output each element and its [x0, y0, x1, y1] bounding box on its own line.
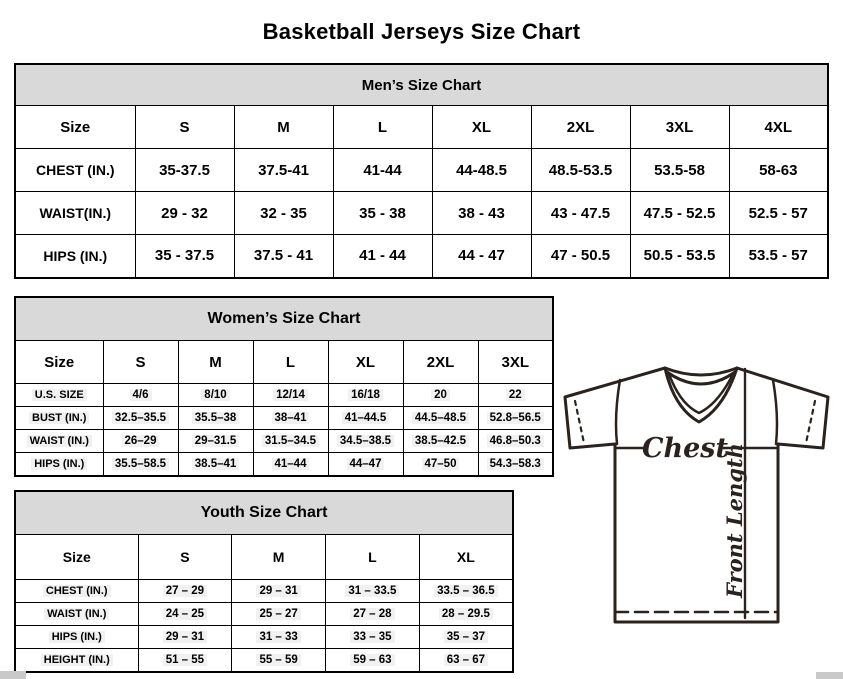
youth-value-text: 55 – 59 [256, 654, 300, 666]
womens-row-label-text: WAIST (IN.) [27, 435, 92, 447]
youth-header-row [15, 535, 513, 580]
youth-value-text: 31 – 33 [256, 631, 300, 643]
youth-value-cell [232, 580, 326, 603]
mens-data-row [15, 149, 828, 192]
youth-column-header: L [326, 535, 420, 580]
mens-value-cell [630, 192, 729, 235]
womens-value-cell [478, 407, 553, 430]
youth-value-text: 35 – 37 [444, 631, 488, 643]
youth-value-cell [138, 626, 232, 649]
youth-value-cell [138, 580, 232, 603]
mens-value-cell [630, 235, 729, 278]
youth-row-label [15, 626, 138, 649]
womens-data-row [15, 384, 553, 407]
youth-row-label-text: HEIGHT (IN.) [41, 654, 113, 666]
mens-value-cell [432, 192, 531, 235]
mens-column-header: S [135, 106, 234, 149]
scrollbar-fragment-left[interactable] [0, 671, 26, 679]
youth-column-header: XL [419, 535, 513, 580]
youth-value-text: 33.5 – 36.5 [434, 585, 498, 597]
womens-value-text: 35.5–38 [192, 412, 240, 424]
mens-column-header: Size [15, 106, 135, 149]
mens-value-text: 47.5 - 52.5 [643, 204, 716, 222]
youth-value-cell [326, 649, 420, 672]
womens-value-cell [478, 453, 553, 476]
womens-row-label-text: U.S. SIZE [32, 389, 87, 401]
page-title: Basketball Jerseys Size Chart [262, 18, 581, 44]
youth-table-title: Youth Size Chart [15, 491, 513, 535]
mens-value-cell [630, 149, 729, 192]
womens-value-cell [178, 384, 253, 407]
youth-value-text: 27 – 29 [163, 585, 207, 597]
womens-value-cell [328, 384, 403, 407]
mens-value-text: 58-63 [759, 161, 798, 179]
mens-value-cell [135, 235, 234, 278]
jersey-measurement-diagram [556, 360, 834, 628]
mens-value-cell [729, 235, 828, 278]
womens-value-text: 34.5–38.5 [337, 435, 394, 447]
womens-value-cell [103, 453, 178, 476]
mens-value-cell [432, 149, 531, 192]
womens-value-text: 38.5–41 [192, 458, 240, 470]
womens-row-label-text: HIPS (IN.) [31, 458, 87, 470]
womens-value-text: 16/18 [348, 389, 383, 401]
womens-data-row [15, 453, 553, 476]
mens-value-cell [333, 149, 432, 192]
youth-value-cell [138, 649, 232, 672]
mens-value-cell [333, 235, 432, 278]
youth-value-cell [419, 580, 513, 603]
mens-value-cell [234, 192, 333, 235]
mens-row-label [15, 235, 135, 278]
womens-value-text: 29–31.5 [192, 435, 240, 447]
womens-row-label [15, 453, 103, 476]
mens-value-cell [432, 235, 531, 278]
youth-column-header: Size [15, 535, 138, 580]
youth-value-cell [419, 603, 513, 626]
womens-value-cell [103, 430, 178, 453]
womens-data-row [15, 430, 553, 453]
mens-column-header: XL [432, 106, 531, 149]
mens-header-row [15, 106, 828, 149]
womens-size-table [14, 296, 554, 477]
womens-value-cell [253, 407, 328, 430]
mens-table-title: Men’s Size Chart [15, 64, 828, 106]
mens-value-text: 37.5 - 41 [253, 247, 314, 265]
mens-value-text: 43 - 47.5 [550, 204, 611, 222]
womens-value-text: 22 [506, 389, 525, 401]
womens-value-text: 44.5–48.5 [412, 412, 469, 424]
mens-row-label [15, 149, 135, 192]
mens-value-cell [531, 235, 630, 278]
womens-value-text: 41–44 [272, 458, 310, 470]
womens-value-cell [328, 430, 403, 453]
womens-value-text: 41–44.5 [342, 412, 390, 424]
youth-value-text: 33 – 35 [350, 631, 394, 643]
youth-value-cell [326, 603, 420, 626]
sleeve-seam-right [773, 380, 777, 444]
chest-label: Chest [642, 433, 728, 464]
youth-value-cell [232, 649, 326, 672]
mens-row-label [15, 192, 135, 235]
collar-top-arc [665, 368, 737, 375]
mens-value-text: 44-48.5 [456, 161, 507, 179]
womens-column-header: S [103, 341, 178, 384]
youth-value-cell [232, 626, 326, 649]
youth-value-cell [419, 626, 513, 649]
womens-value-text: 46.8–50.3 [487, 435, 544, 447]
womens-value-cell [253, 453, 328, 476]
mens-table-title-row [15, 64, 828, 106]
womens-size-table-container [14, 296, 554, 477]
mens-value-text: 37.5-41 [258, 161, 309, 179]
mens-value-cell [333, 192, 432, 235]
youth-value-text: 31 – 33.5 [345, 585, 399, 597]
womens-value-text: 20 [431, 389, 450, 401]
womens-value-text: 4/6 [130, 389, 152, 401]
youth-value-text: 25 – 27 [256, 608, 300, 620]
cuff-dashed-line-left [575, 401, 584, 443]
mens-value-text: 52.5 - 57 [748, 204, 808, 222]
womens-value-cell [178, 430, 253, 453]
youth-row-label-text: HIPS (IN.) [49, 631, 105, 643]
womens-header-row [15, 341, 553, 384]
mens-value-cell [729, 149, 828, 192]
womens-value-text: 52.8–56.5 [487, 412, 544, 424]
mens-value-text: 29 - 32 [161, 204, 208, 222]
mens-column-header: 3XL [630, 106, 729, 149]
youth-value-text: 51 – 55 [163, 654, 207, 666]
womens-value-text: 54.3–58.3 [487, 458, 544, 470]
womens-table-title-row [15, 297, 553, 341]
mens-column-header: 4XL [729, 106, 828, 149]
mens-value-cell [234, 235, 333, 278]
mens-value-text: 48.5-53.5 [548, 161, 613, 179]
youth-value-text: 28 – 29.5 [439, 608, 493, 620]
womens-value-text: 47–50 [422, 458, 460, 470]
youth-value-cell [232, 603, 326, 626]
youth-data-row [15, 603, 513, 626]
jersey-outline [565, 368, 828, 622]
womens-value-text: 31.5–34.5 [262, 435, 319, 447]
mens-row-label-text: CHEST (IN.) [35, 162, 115, 178]
womens-value-cell [103, 384, 178, 407]
youth-value-text: 29 – 31 [163, 631, 207, 643]
womens-value-cell [253, 384, 328, 407]
mens-data-row [15, 192, 828, 235]
mens-column-header: L [333, 106, 432, 149]
womens-column-header: 2XL [403, 341, 478, 384]
mens-value-cell [135, 149, 234, 192]
mens-size-table [14, 63, 829, 279]
youth-value-cell [326, 626, 420, 649]
womens-data-row [15, 407, 553, 430]
youth-row-label-text: WAIST (IN.) [44, 608, 109, 620]
youth-data-row [15, 626, 513, 649]
womens-row-label [15, 384, 103, 407]
youth-size-table [14, 490, 514, 673]
youth-size-table-container [14, 490, 514, 673]
mens-value-text: 47 - 50.5 [550, 247, 611, 265]
mens-value-text: 35 - 38 [359, 204, 406, 222]
womens-value-text: 8/10 [201, 389, 229, 401]
youth-value-text: 59 – 63 [350, 654, 394, 666]
mens-value-text: 32 - 35 [260, 204, 307, 222]
womens-column-header: Size [15, 341, 103, 384]
youth-value-text: 24 – 25 [163, 608, 207, 620]
womens-table-title: Women’s Size Chart [15, 297, 553, 341]
mens-value-text: 35 - 37.5 [154, 247, 215, 265]
mens-value-text: 53.5-58 [654, 161, 705, 179]
mens-row-label-text: HIPS (IN.) [43, 247, 108, 264]
womens-value-text: 44–47 [347, 458, 385, 470]
mens-value-text: 35-37.5 [159, 161, 210, 179]
mens-value-text: 44 - 47 [458, 247, 505, 265]
mens-value-text: 41 - 44 [359, 247, 406, 265]
youth-data-row [15, 580, 513, 603]
youth-value-text: 63 – 67 [444, 654, 488, 666]
youth-row-label-text: CHEST (IN.) [43, 585, 111, 597]
mens-value-text: 53.5 - 57 [748, 247, 808, 265]
cuff-dashed-line-right [806, 401, 815, 443]
scrollbar-fragment-right[interactable] [816, 672, 843, 679]
womens-value-cell [253, 430, 328, 453]
mens-value-text: 50.5 - 53.5 [643, 247, 716, 265]
womens-value-cell [403, 430, 478, 453]
womens-value-text: 26–29 [122, 435, 160, 447]
youth-value-text: 27 – 28 [350, 608, 394, 620]
youth-row-label [15, 580, 138, 603]
womens-row-label [15, 407, 103, 430]
sleeve-seam-left [616, 380, 620, 444]
mens-size-table-container [14, 63, 829, 279]
womens-value-cell [328, 407, 403, 430]
womens-value-cell [478, 384, 553, 407]
womens-row-label-text: BUST (IN.) [29, 412, 89, 424]
womens-value-cell [403, 384, 478, 407]
youth-column-header: M [232, 535, 326, 580]
womens-row-label [15, 430, 103, 453]
youth-column-header: S [138, 535, 232, 580]
womens-column-header: L [253, 341, 328, 384]
womens-value-text: 35.5–58.5 [112, 458, 169, 470]
womens-value-cell [403, 407, 478, 430]
womens-value-cell [328, 453, 403, 476]
womens-value-cell [178, 453, 253, 476]
mens-value-cell [531, 149, 630, 192]
womens-column-header: XL [328, 341, 403, 384]
womens-column-header: M [178, 341, 253, 384]
womens-value-cell [478, 430, 553, 453]
mens-value-cell [531, 192, 630, 235]
youth-row-label [15, 603, 138, 626]
youth-value-text: 29 – 31 [256, 585, 300, 597]
womens-value-text: 32.5–35.5 [112, 412, 169, 424]
mens-value-text: 38 - 43 [458, 204, 505, 222]
mens-data-row [15, 235, 828, 278]
youth-row-label [15, 649, 138, 672]
mens-column-header: 2XL [531, 106, 630, 149]
womens-column-header: 3XL [478, 341, 553, 384]
youth-value-cell [326, 580, 420, 603]
youth-value-cell [138, 603, 232, 626]
womens-value-cell [403, 453, 478, 476]
front-length-label: Front Length [722, 443, 747, 598]
mens-value-cell [729, 192, 828, 235]
womens-value-cell [178, 407, 253, 430]
youth-data-row [15, 649, 513, 672]
mens-value-text: 41-44 [363, 161, 402, 179]
youth-table-title-row [15, 491, 513, 535]
womens-value-text: 38.5–42.5 [412, 435, 469, 447]
mens-value-cell [234, 149, 333, 192]
womens-value-text: 12/14 [273, 389, 308, 401]
womens-value-text: 38–41 [272, 412, 310, 424]
mens-column-header: M [234, 106, 333, 149]
mens-value-cell [135, 192, 234, 235]
womens-value-cell [103, 407, 178, 430]
youth-value-cell [419, 649, 513, 672]
mens-row-label-text: WAIST(IN.) [39, 205, 112, 221]
